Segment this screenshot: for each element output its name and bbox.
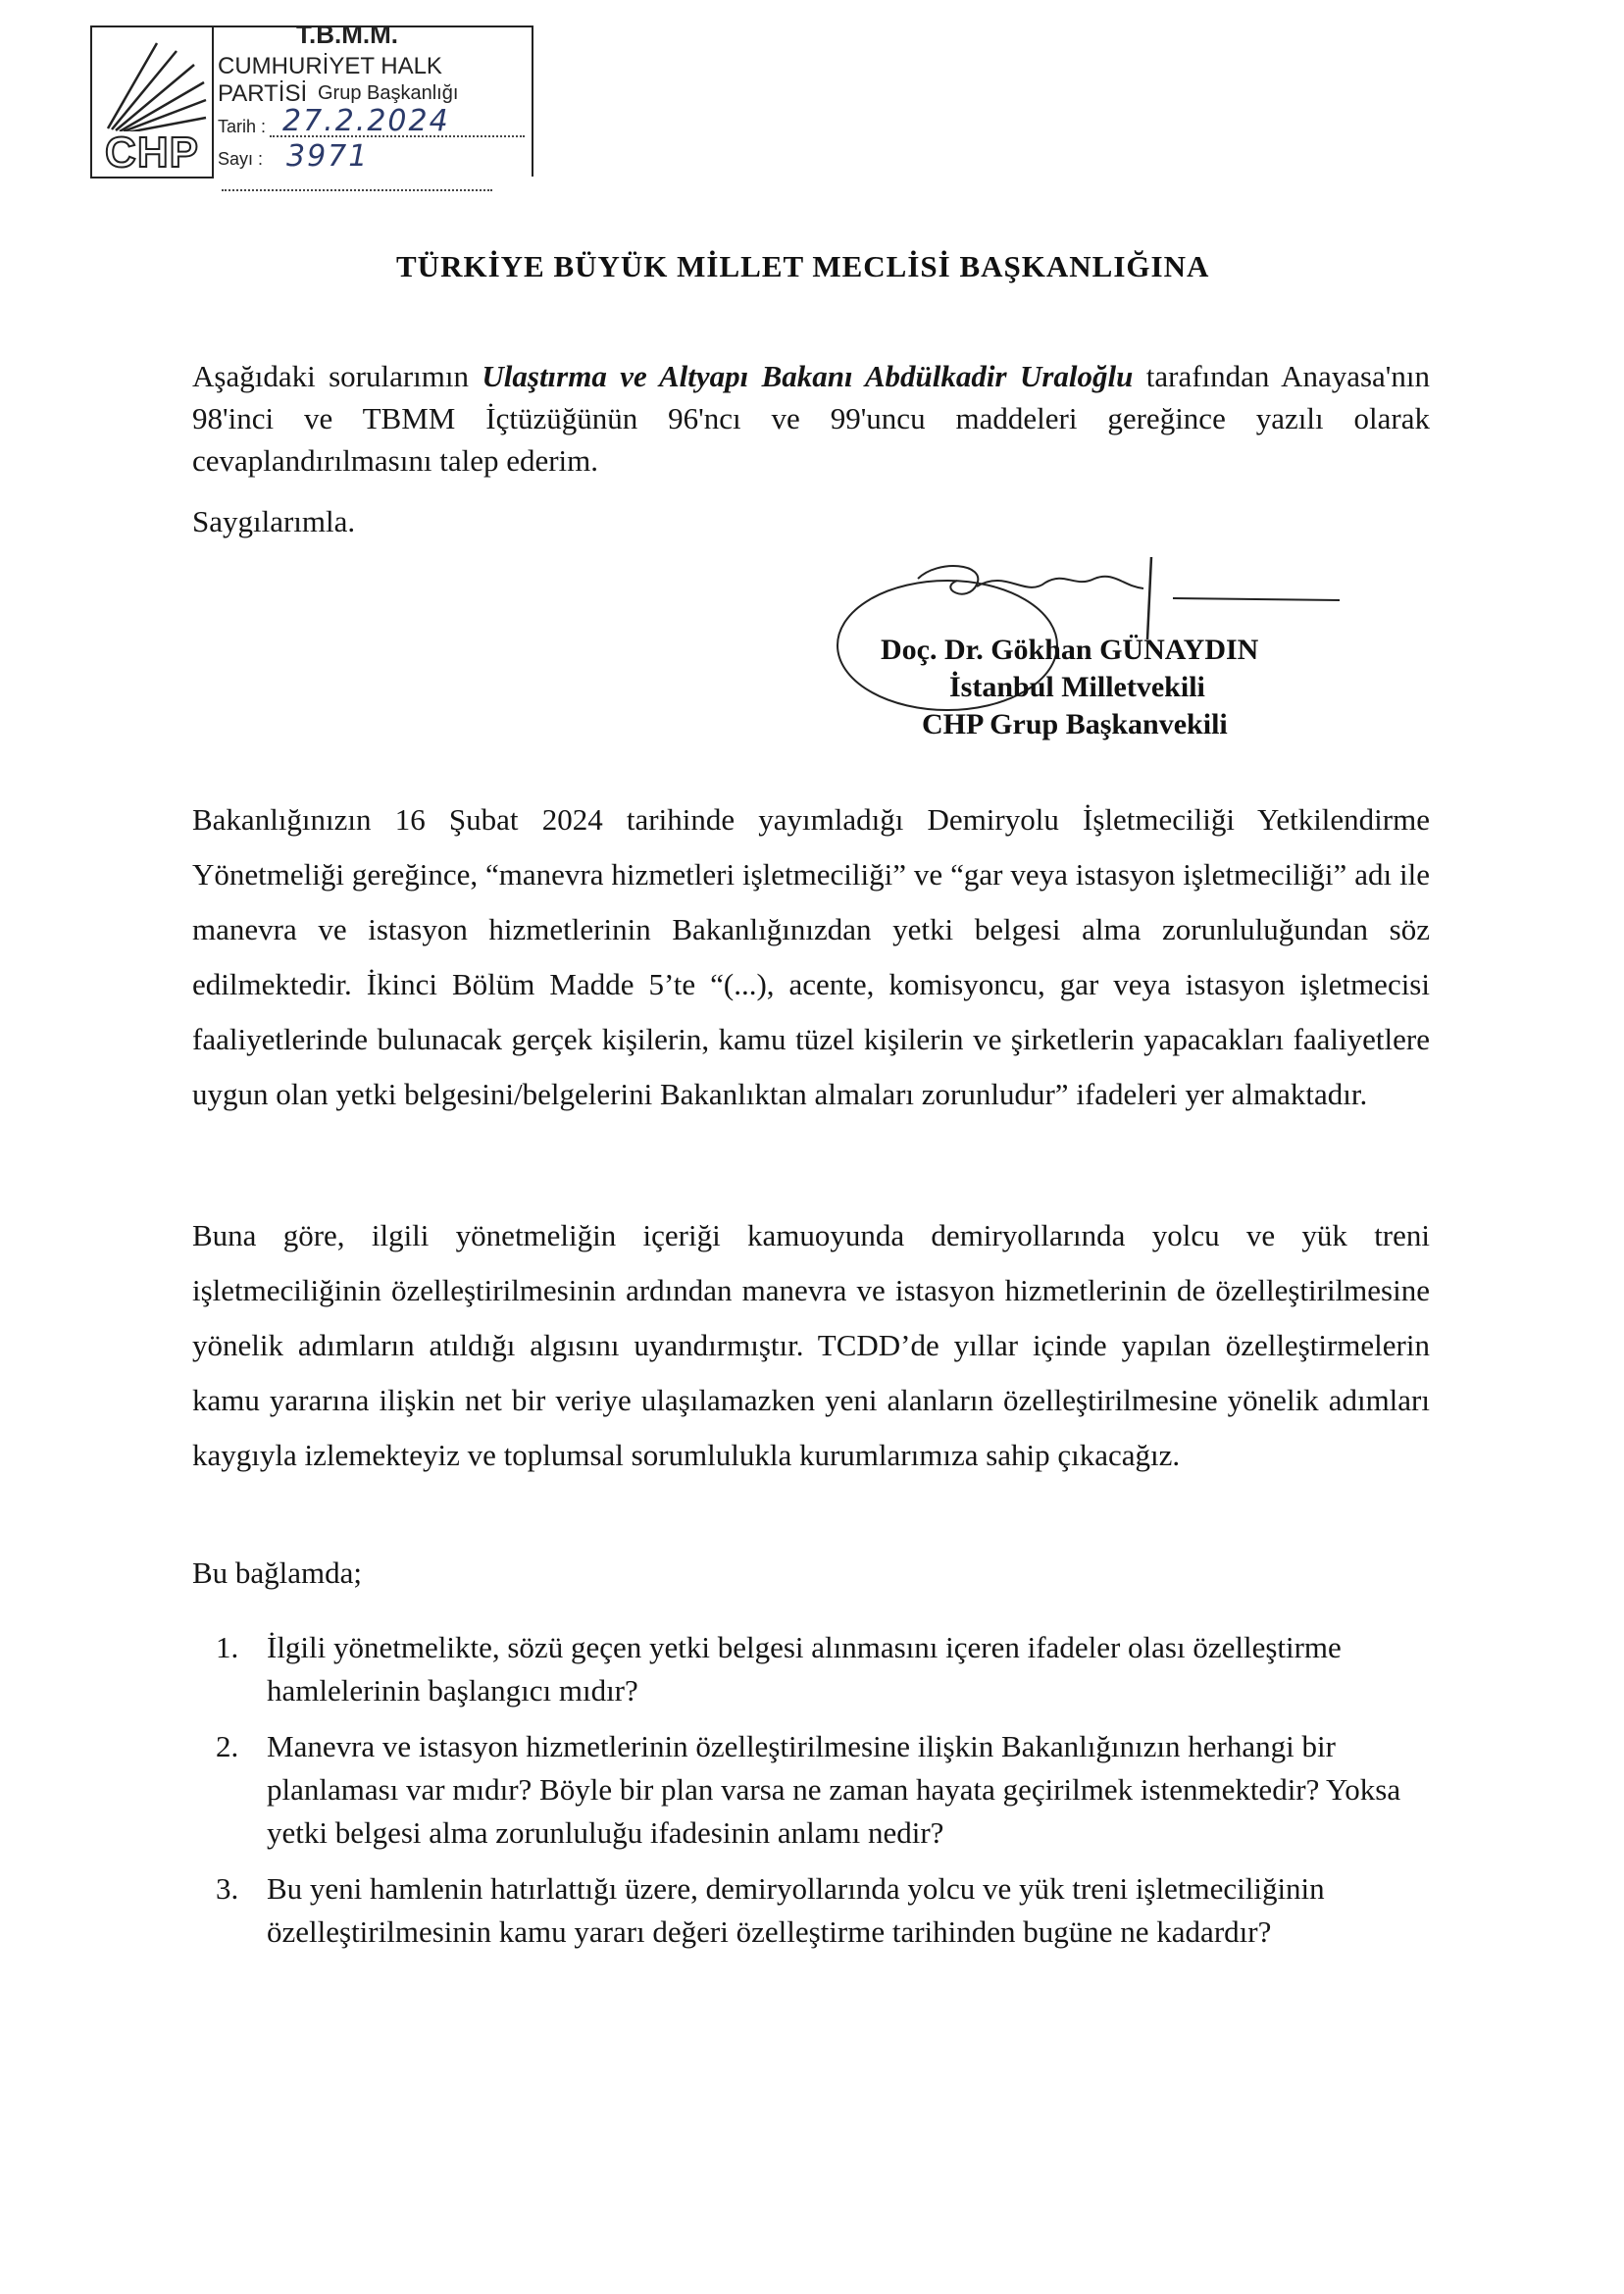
body-paragraph-1: Bakanlığınızın 16 Şubat 2024 tarihinde yayımladığı Demiryolu İşletmeciliği Yetkilendirme Yönetmeliği gereğince, “manevra hizmetleri işletmeciliği” ve “gar veya istasyon işletmeciliği” adı ile manevra ve istasyon hizmetlerinin Bakanlığınızdan yetki belgesi alma zorunluluğundan söz edilmektedir. İkinci Bölüm Madde 5’te “(...), acente, komisyoncu, gar veya istasyon işletmecisi faaliyetlerinde bulunacak gerçek kişilerin, kamu tüzel kişilerin ve şirketlerin yapacakları faaliyetlere uygun olan yetki belgesini/belgelerini Bakanlıktan almaları zorunludur” ifadeleri yer almaktadır. (192, 802, 1430, 1111)
stamp-org: T.B.M.M. (296, 20, 398, 49)
question-text: İlgili yönetmelikte, sözü geçen yetki belgesi alınmasını içeren ifadeler olası özelleştirme hamlelerinin başlangıcı mıdır? (267, 1630, 1342, 1708)
stamp-number-value: 3971 (286, 139, 370, 174)
registry-stamp (90, 20, 532, 180)
stamp-party-name: CUMHURİYET HALK PARTİSİ (218, 53, 442, 107)
greeting: Saygılarımla. (192, 504, 356, 538)
intro-paragraph (192, 355, 1430, 482)
list-item (216, 1867, 1432, 1954)
question-text: Manevra ve istasyon hizmetlerinin özelleştirilmesine ilişkin Bakanlığınızın herhangi bir planlaması var mıdır? Böyle bir plan varsa ne zaman hayata geçirilmek istenmektedir? Yoksa yetki belgesi alma zorunluluğu ifadesinin anlamı nedir? (267, 1729, 1401, 1850)
list-item (216, 1626, 1432, 1712)
minister-name: Ulaştırma ve Altyapı Bakanı Abdülkadir Uraloğlu (482, 359, 1134, 393)
question-number: 3. (216, 1871, 239, 1906)
stamp-logo-box (90, 25, 214, 178)
signatory-name: Doç. Dr. Gökhan GÜNAYDIN (881, 634, 1259, 666)
body-paragraph-2: Buna göre, ilgili yönetmeliğin içeriği kamuoyunda demiryollarında yolcu ve yük treni işletmeciliğinin özelleştirilmesinin ardından manevra ve istasyon hizmetlerinin de özelleştirilmesine yönelik adımların atıldığı algısını uyandırmıştır. TCDD’de yıllar içinde yapılan özelleştirmelerin kamu yararına ilişkin net bir veriye ulaşılamazken yeni alanların özelleştirilmesine yönelik adımları kaygıyla izlemekteyiz ve toplumsal sorumlulukla kurumlarımıza sahip çıkacağız. (192, 1218, 1430, 1472)
stamp-date-value: 27.2.2024 (282, 104, 450, 138)
stamp-number-label: Sayı : (218, 149, 264, 169)
torch-rays-icon (98, 35, 208, 133)
question-number: 1. (216, 1630, 239, 1664)
stamp-unit: Grup Başkanlığı (318, 82, 459, 104)
context-line: Bu bağlamda; (192, 1555, 363, 1590)
list-item (216, 1725, 1432, 1855)
question-text: Bu yeni hamlenin hatırlattığı üzere, demiryollarında yolcu ve yük treni işletmeciliğinin özelleştirilmesinin kamu yararı değeri özelleştirme tarihinden bugüne ne kadardır? (267, 1871, 1325, 1949)
intro-before: Aşağıdaki sorularımın (192, 359, 482, 393)
signatory-role-1: İstanbul Milletvekili (949, 671, 1205, 703)
stamp-date-label: Tarih : (218, 117, 267, 136)
questions-list (216, 1626, 1432, 1966)
chp-logo: CHP (98, 131, 206, 175)
question-number: 2. (216, 1729, 239, 1763)
signatory-role-2: CHP Grup Başkanvekili (922, 708, 1228, 740)
document-title: TÜRKİYE BÜYÜK MİLLET MECLİSİ BAŞKANLIĞINA (396, 249, 1210, 283)
stamp-number-row (218, 149, 532, 191)
intro-after: tarafından Anayasa'nın 98'inci ve TBMM İçtüzüğünün 96'ncı ve 99'uncu maddeleri gereğince yazılı olarak cevaplandırılmasını talep ederim. (192, 359, 1430, 478)
